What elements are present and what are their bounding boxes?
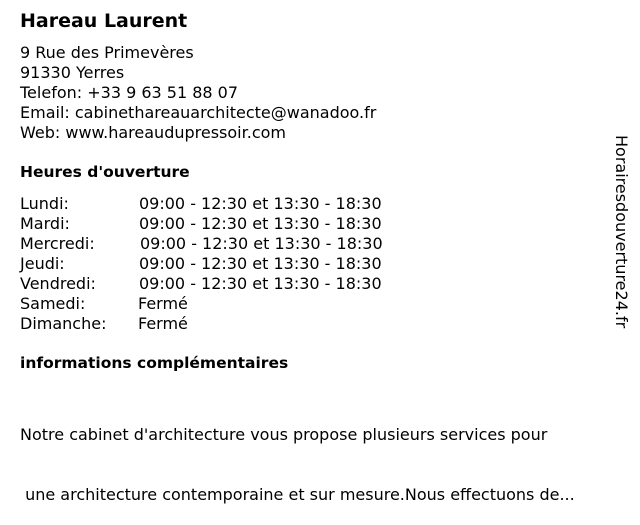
day-hours: 09:00 - 12:30 et 13:30 - 18:30: [139, 194, 382, 213]
address-city: 91330 Yerres: [20, 63, 125, 82]
day-label: Jeudi:: [20, 254, 65, 273]
info-line: une architecture contemporaine et sur mesure.Nous effectuons de...: [20, 485, 575, 504]
day-label: Lundi:: [20, 194, 69, 213]
hours-heading: Heures d'ouverture: [20, 163, 190, 181]
info-line: Notre cabinet d'architecture vous propose plusieurs services pour: [20, 425, 548, 444]
day-hours: Fermé: [138, 314, 188, 333]
email-address: Email: cabinethareauarchitecte@wanadoo.fr: [20, 103, 377, 122]
day-hours: 09:00 - 12:30 et 13:30 - 18:30: [139, 274, 382, 293]
day-label: Dimanche:: [20, 314, 107, 333]
day-hours: 09:00 - 12:30 et 13:30 - 18:30: [139, 254, 382, 273]
day-hours: 09:00 - 12:30 et 13:30 - 18:30: [139, 214, 382, 233]
day-label: Vendredi:: [20, 274, 96, 293]
info-description: [20, 385, 575, 525]
site-watermark: Horairesdouverture24.fr: [612, 135, 631, 329]
contact-block: [20, 43, 376, 143]
address-street: 9 Rue des Primevères: [20, 43, 194, 62]
day-hours: Fermé: [138, 294, 188, 313]
phone-number: Telefon: +33 9 63 51 88 07: [20, 83, 239, 102]
day-label: Samedi:: [20, 294, 86, 313]
business-name: Hareau Laurent: [20, 10, 188, 32]
day-label: Mercredi:: [20, 234, 95, 253]
website: Web: www.hareaudupressoir.com: [20, 123, 286, 142]
info-heading: informations complémentaires: [20, 354, 289, 372]
day-hours: 09:00 - 12:30 et 13:30 - 18:30: [140, 234, 383, 253]
day-label: Mardi:: [20, 214, 70, 233]
